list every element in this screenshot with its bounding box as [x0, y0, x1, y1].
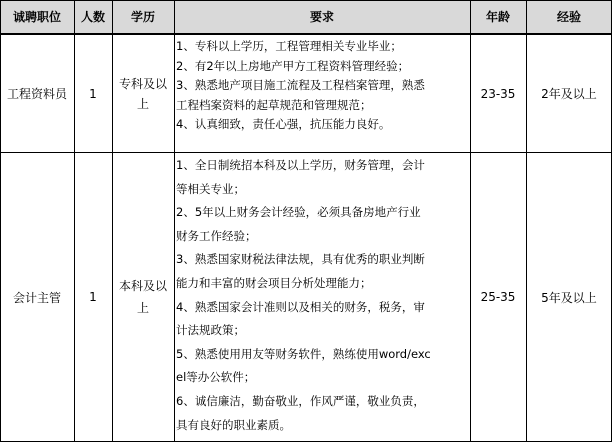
header-count: 人数: [74, 0, 112, 34]
row2-req-line: 2、5年以上财务会计经验，必须具备房地产行业: [176, 205, 421, 220]
row1-education: [112, 35, 174, 152]
row1-education-line2: 上: [136, 96, 149, 111]
row1-age: 23-35: [480, 86, 516, 101]
header-requirements: 要求: [174, 0, 470, 34]
row2-education: [112, 153, 174, 441]
row2-req-line: 1、全日制统招本科及以上学历，财务管理，会计: [176, 158, 425, 172]
row1-position: 工程资料员: [6, 87, 67, 101]
row2-req-line: 6、诚信廉洁，勤奋敬业，作风严谨，敬业负责，: [176, 393, 425, 408]
row1-req-line: 4、认真细致，责任心强，抗压能力良好。: [176, 117, 391, 131]
row2-experience: 5年及以上: [541, 290, 597, 305]
row2-position: 会计主管: [12, 290, 61, 305]
row1-req-line: 3、熟悉地产项目施工流程及工程档案管理，熟悉: [176, 78, 425, 92]
row1-req-line: 1、专科以上学历，工程管理相关专业毕业；: [176, 39, 402, 53]
row1-education-line1: 专科及以: [118, 76, 167, 91]
row2-req-line: el等办公软件；: [176, 370, 256, 385]
row2-education-line1: 本科及以: [118, 279, 167, 293]
grid-line-top: [0, 0, 612, 1]
row2-req-line: 等相关专业；: [176, 181, 245, 196]
row2-req-line: 4、熟悉国家会计准则以及相关的财务，税务，审: [176, 299, 425, 314]
header-age: 年龄: [470, 0, 526, 34]
header-experience: 经验: [526, 0, 612, 34]
row1-count: 1: [89, 86, 97, 101]
row1-requirements: [174, 37, 470, 135]
header-position: 诚聘职位: [0, 0, 74, 34]
row2-count: 1: [89, 290, 97, 304]
header-education: 学历: [112, 0, 174, 34]
row2-req-line: 计法规政策；: [176, 323, 245, 338]
row2-requirements: [174, 154, 470, 437]
row2-education-line2: 上: [136, 301, 149, 315]
row1-req-line: 2、有2年以上房地产甲方工程资料管理经验；: [176, 58, 410, 73]
row2-req-line: 财务工作经验；: [176, 228, 257, 243]
row1-experience: 2年及以上: [541, 87, 597, 101]
row2-age: 25-35: [480, 290, 516, 304]
row2-req-line: 能力和丰富的财会项目分析处理能力；: [176, 275, 372, 290]
row2-req-line: 具有良好的职业素质。: [176, 417, 291, 432]
row1-req-line: 工程档案资料的起草规范和管理规范；: [176, 97, 372, 112]
row2-req-line: 5、熟悉使用用友等财务软件，熟练使用word/exc: [176, 346, 431, 361]
row2-req-line: 3、熟悉国家财税法律法规，具有优秀的职业判断: [176, 252, 425, 267]
